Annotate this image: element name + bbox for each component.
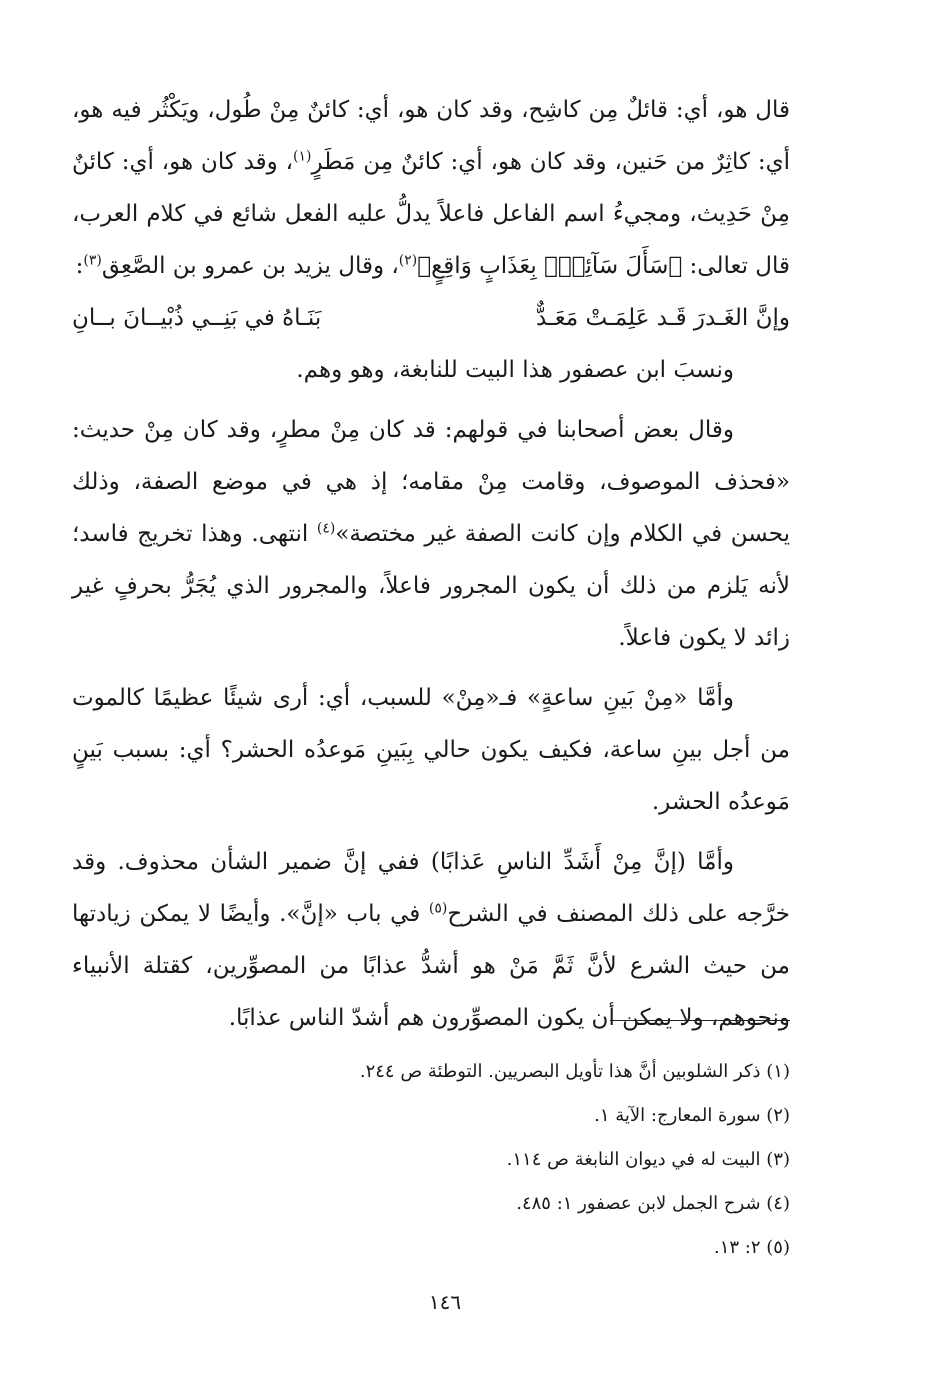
footnote-2: (٢) سورة المعارج: الآية ١. xyxy=(594,1105,790,1126)
footnote-5: (٥) ٢: ١٣. xyxy=(714,1237,790,1258)
footnote-1: (١) ذكر الشلوبين أنَّ هذا تأويل البصريين. التوطئة ص ٢٤٤. xyxy=(359,1061,790,1082)
paragraph-text: ، وقد كان هو، أي: كائنٌ مِنْ حَدِيث، ومجيءُ اسم الفاعل فاعلاً يدلُّ عليه الفعل شائع في كلام العرب، قال تعالى: ﴿سَأَلَ سَآئِلٌۢ بِعَذَابٍ وَاقِعٍ﴾ xyxy=(72,149,790,279)
footnote-ref[interactable]: (٤) xyxy=(316,520,336,537)
paragraph-text: : xyxy=(75,253,84,279)
page-number: ١٤٦ xyxy=(428,1290,462,1314)
poetry-verse xyxy=(72,292,790,344)
footnotes xyxy=(200,1050,790,1270)
footnote-ref[interactable]: (٣) xyxy=(83,252,102,269)
paragraph-text: في باب «إنَّ». وأيضًا لا يمكن زيادتها من حيث الشرع لأنَّ ثَمَّ مَنْ هو أشدُّ عذابًا من المصوِّرين، كقتلة الأنبياء ونحوهم، ولا يمكن أن يكون المصوِّرون هم أشدّ الناس عذابًا. xyxy=(72,901,790,1031)
paragraph-text: ، وقال يزيد بن عمرو بن الصَّعِق xyxy=(101,253,399,279)
paragraph-text: انتهى. وهذا تخريج فاسد؛ لأنه يَلزم من ذلك أن يكون المجرور فاعلاً، والمجرور الذي يُجَرُّ بحرفٍ غير زائد لا يكون فاعلاً. xyxy=(72,521,790,651)
footnote-ref[interactable]: (١) xyxy=(293,148,312,165)
verse-first-hemistich: وإنَّ الغَـدرَ قَـد عَلِمَـتْ مَعَـدٌّ xyxy=(535,305,790,331)
paragraph-text: وقال بعض أصحابنا في قولهم: قد كان مِنْ مطرٍ، وقد كان مِنْ حديث: «فحذف الموصوف، وقامت مِنْ مقامه؛ إذ هي في موضع الصفة، وذلك يحسن في الكلام وإن كانت الصفة غير مختصة» xyxy=(72,417,790,547)
paragraph-2: ونسبَ ابن عصفور هذا البيت للنابغة، وهو وهم. xyxy=(296,357,734,383)
paragraph-1 xyxy=(72,84,790,292)
footnote-ref[interactable]: (٥) xyxy=(428,900,448,917)
paragraph-5 xyxy=(72,836,790,1044)
paragraph-text: قال هو، أي: قائلٌ مِن كاشِح، وقد كان هو، أي: كائنٌ مِنْ طُول، ويَكْثُر فيه هو، أي: كاثِرٌ من حَنين، وقد كان هو، أي: كائنٌ مِن مَطَرٍ xyxy=(72,97,790,175)
paragraph-3 xyxy=(72,404,790,664)
paragraph-4: وأمَّا «مِنْ بَينِ ساعةٍ» فـ«مِنْ» للسبب، أي: أرى شيئًا عظيمًا كالموت من أجل بينِ ساعة، فكيف يكون حالي بِبَينِ مَوعدُه الحشر؟ أي: بسبب بَينٍ مَوعدُه الحشر. xyxy=(72,685,790,815)
footnote-3: (٣) البيت له في ديوان النابغة ص ١١٤. xyxy=(506,1149,790,1170)
main-text xyxy=(72,84,790,1044)
footnote-divider xyxy=(610,1020,790,1021)
footnote-ref[interactable]: (٢) xyxy=(398,252,418,269)
paragraph-text: وأمَّا (إنَّ مِنْ أَشَدِّ الناسِ عَذابًا) ففي إنَّ ضمير الشأن محذوف. وقد خرَّجه على ذلك المصنف في الشرح xyxy=(72,849,790,927)
verse-second-hemistich: بَنَـاهُ في بَنِــي ذُبْيــانَ بــانِ xyxy=(72,305,322,331)
footnote-4: (٤) شرح الجمل لابن عصفور ١: ٤٨٥. xyxy=(516,1193,790,1214)
